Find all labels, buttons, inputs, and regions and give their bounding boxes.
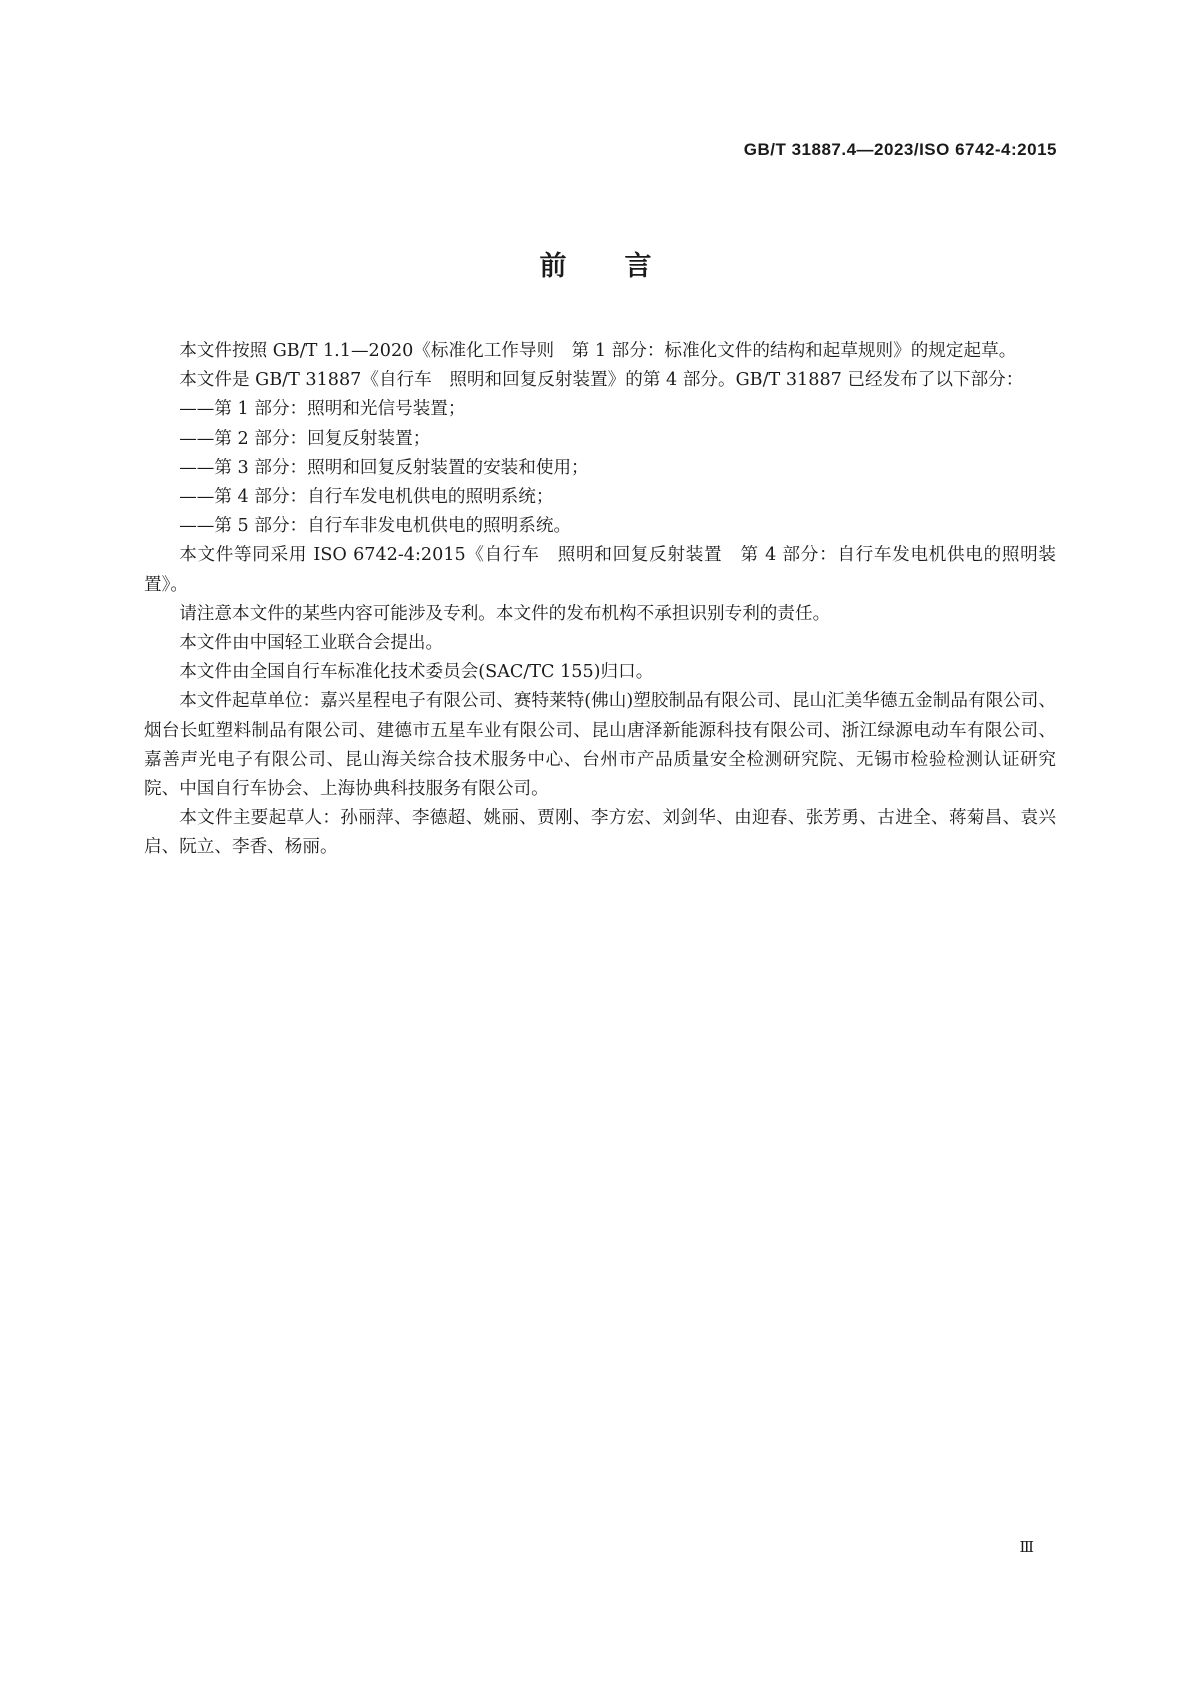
- paragraph-drafting-units: 本文件起草单位：嘉兴星程电子有限公司、赛特莱特(佛山)塑胶制品有限公司、昆山汇美华德五金制品有限公司、烟台长虹塑料制品有限公司、建德市五星车业有限公司、昆山唐泽新能源科技有限公司、浙江绿源电动车有限公司、嘉善声光电子有限公司、昆山海关综合技术服务中心、台州市产品质量安全检测研究院、无锡市检验检测认证研究院、中国自行车协会、上海协典科技服务有限公司。: [144, 691, 1056, 800]
- page-title: 前言: [539, 251, 710, 282]
- paragraph-proposer: 本文件由中国轻工业联合会提出。: [179, 633, 444, 654]
- paragraph-iso-adoption: 本文件等同采用 ISO 6742-4:2015《自行车 照明和回复反射装置 第 4 部分：自行车发电机供电的照明装置》。: [144, 545, 1056, 595]
- list-item-part-2: ——第 2 部分：回复反射装置；: [179, 428, 431, 449]
- list-item-part-5: ——第 5 部分：自行车非发电机供电的照明系统。: [179, 516, 572, 537]
- document-body: [144, 337, 1056, 863]
- standard-code-header: GB/T 31887.4—2023/ISO 6742-4:2015: [743, 140, 1057, 159]
- page-number: Ⅲ: [1019, 1538, 1033, 1556]
- list-item-part-4: ——第 4 部分：自行车发电机供电的照明系统；: [179, 487, 554, 508]
- paragraph-drafting-rules: 本文件按照 GB/T 1.1—2020《标准化工作导则 第 1 部分：标准化文件的结构和起草规则》的规定起草。: [179, 341, 1017, 361]
- paragraph-drafters: 本文件主要起草人：孙丽萍、李德超、姚丽、贾刚、李方宏、刘剑华、由迎春、张芳勇、古进全、蒋菊昌、袁兴启、阮立、李香、杨丽。: [144, 808, 1056, 858]
- paragraph-patent-notice: 请注意本文件的某些内容可能涉及专利。本文件的发布机构不承担识别专利的责任。: [179, 603, 831, 624]
- list-item-part-3: ——第 3 部分：照明和回复反射装置的安装和使用；: [179, 457, 589, 478]
- list-item-part-1: ——第 1 部分：照明和光信号装置；: [179, 399, 466, 420]
- paragraph-series-intro: 本文件是 GB/T 31887《自行车 照明和回复反射装置》的第 4 部分。GB/T 31887 已经发布了以下部分：: [179, 370, 1024, 391]
- paragraph-committee: 本文件由全国自行车标准化技术委员会(SAC/TC 155)归口。: [179, 662, 654, 683]
